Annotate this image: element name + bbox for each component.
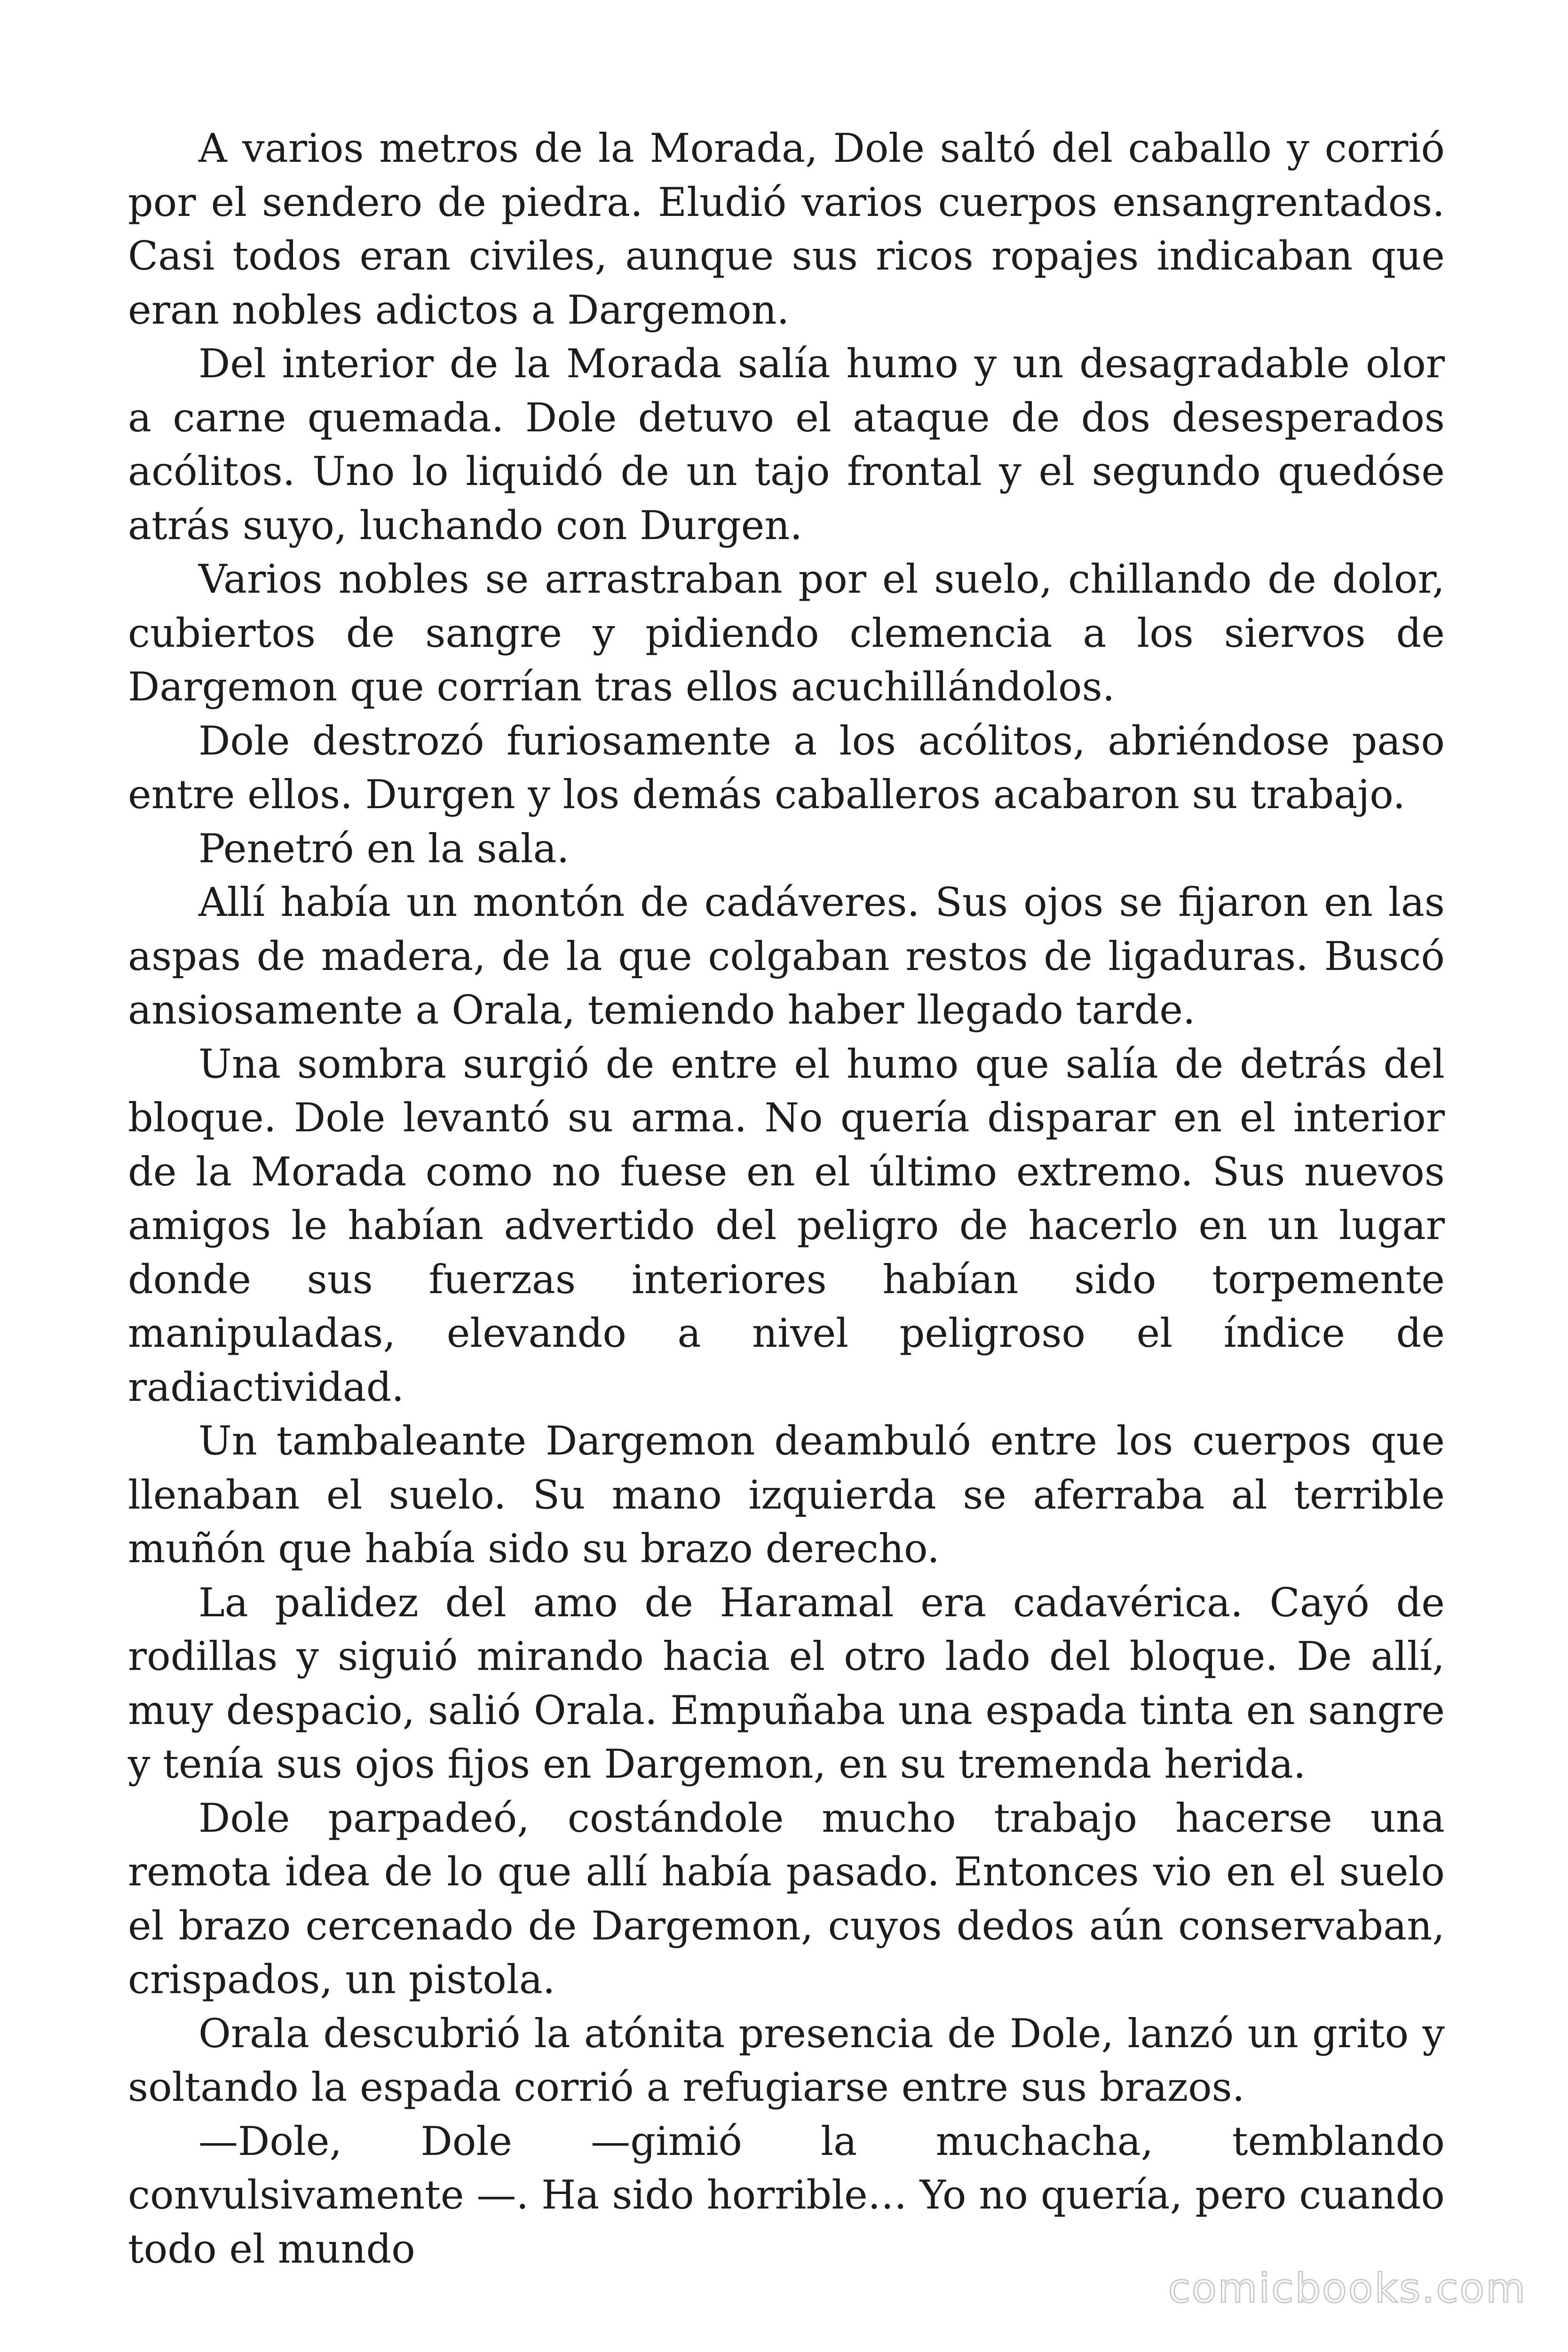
book-page-text	[128, 121, 1445, 2276]
paragraph: Varios nobles se arrastraban por el suelo, chillando de dolor, cubiertos de sangre y pidiendo clemencia a los siervos de Dargemon que corrían tras ellos acuchillándolos.	[128, 556, 1445, 710]
paragraph: Del interior de la Morada salía humo y un desagradable olor a carne quemada. Dole detuvo el ataque de dos desesperados acólitos. Uno lo liquidó de un tajo frontal y el segundo quedóse atrás suyo, luchando con Durgen.	[128, 341, 1445, 548]
watermark: comicbooks.com	[1168, 2265, 1527, 2312]
paragraph: Una sombra surgió de entre el humo que salía de detrás del bloque. Dole levantó su arma. No quería disparar en el interior de la Morada como no fuese en el último extremo. Sus nuevos amigos le habían advertido del peligro de hacerlo en un lugar donde sus fuerzas interiores habían sido torpemente manipuladas, elevando a nivel peligroso el índice de radiactividad.	[128, 1041, 1445, 1410]
paragraph: La palidez del amo de Haramal era cadavérica. Cayó de rodillas y siguió mirando hacia el otro lado del bloque. De allí, muy despacio, salió Orala. Empuñaba una espada tinta en sangre y tenía sus ojos fijos en Dargemon, en su tremenda herida.	[128, 1579, 1445, 1787]
paragraph: Penetró en la sala.	[198, 825, 570, 872]
paragraph: Allí había un montón de cadáveres. Sus ojos se fijaron en las aspas de madera, de la que colgaban restos de ligaduras. Buscó ansiosamente a Orala, temiendo haber llegado tarde.	[128, 879, 1445, 1033]
paragraph-last: —Dole, Dole —gimió la muchacha, temblando convulsivamente —. Ha sido horrible… Yo no quería, pero cuando todo el mundo	[128, 2118, 1445, 2272]
paragraph: Dole destrozó furiosamente a los acólitos, abriéndose paso entre ellos. Durgen y los demás caballeros acabaron su trabajo.	[128, 717, 1445, 818]
paragraph: A varios metros de la Morada, Dole saltó del caballo y corrió por el sendero de piedra. Eludió varios cuerpos ensangrentados. Casi todos eran civiles, aunque sus ricos ropajes indicaban que eran nobles adictos a Dargemon.	[128, 125, 1445, 333]
paragraph: Dole parpadeó, costándole mucho trabajo hacerse una remota idea de lo que allí había pasado. Entonces vio en el suelo el brazo cercenado de Dargemon, cuyos dedos aún conservaban, crispados, un pistola.	[128, 1795, 1445, 2002]
paragraph: Un tambaleante Dargemon deambuló entre los cuerpos que llenaban el suelo. Su mano izquierda se aferraba al terrible muñón que había sido su brazo derecho.	[128, 1418, 1445, 1572]
paragraph: Orala descubrió la atónita presencia de Dole, lanzó un grito y soltando la espada corrió a refugiarse entre sus brazos.	[128, 2010, 1445, 2110]
